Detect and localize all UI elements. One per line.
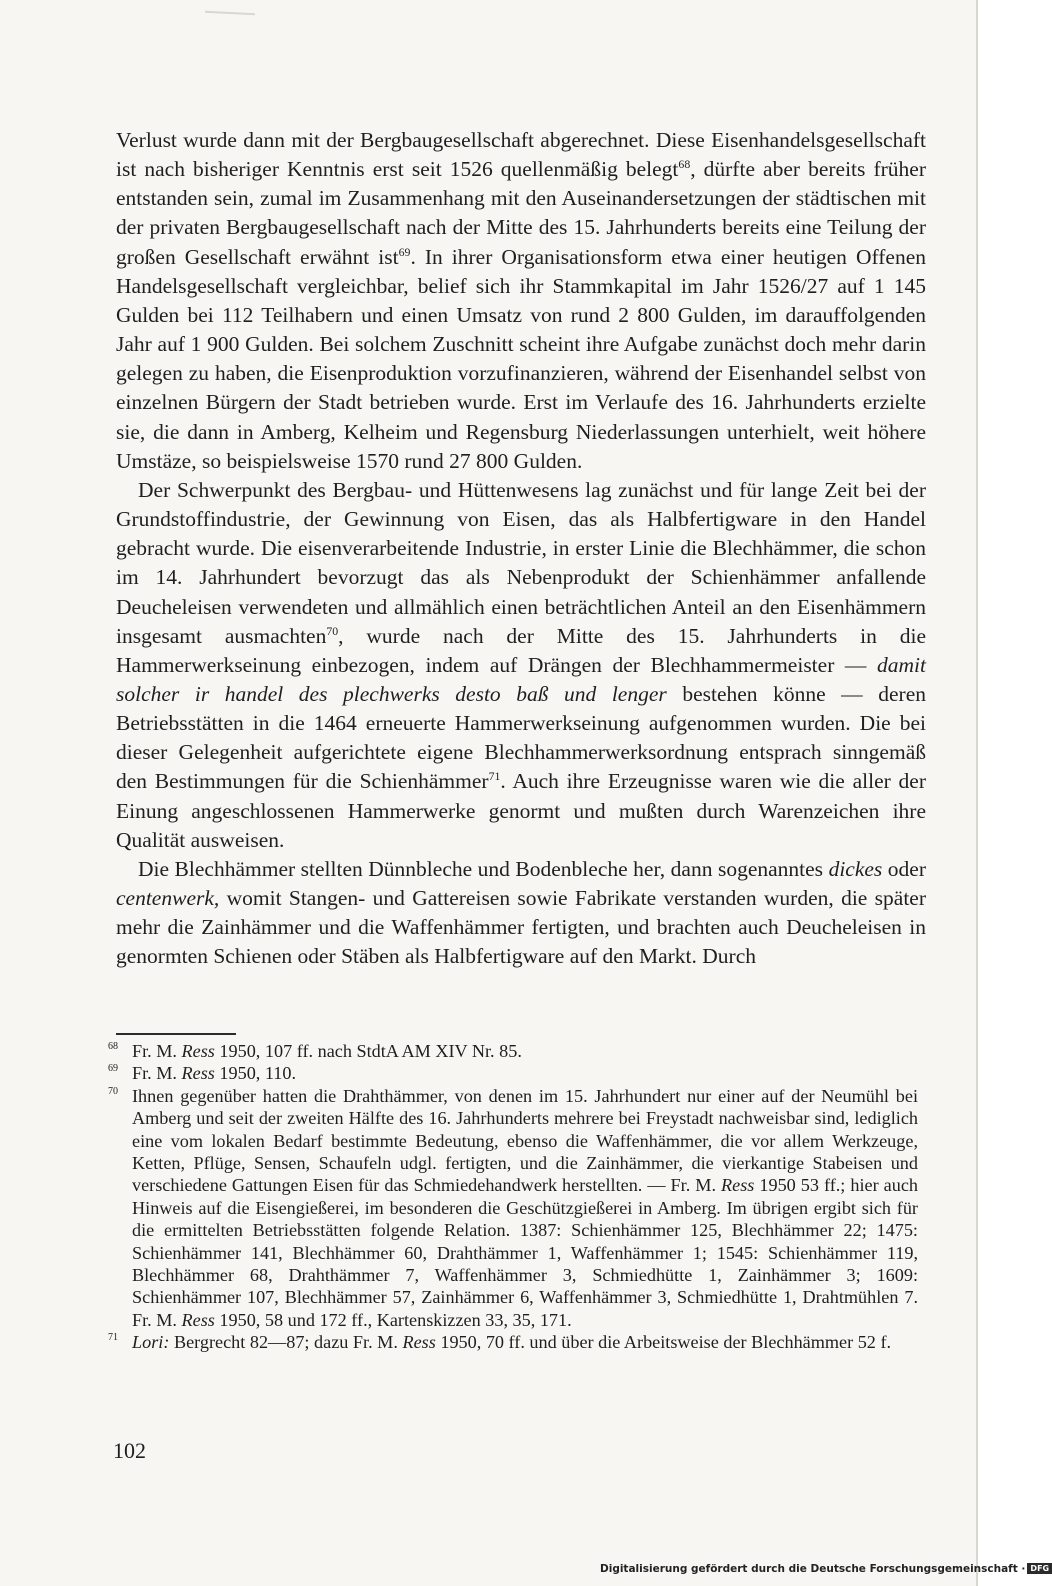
footnote-71: 71 Lori: Bergrecht 82—87; dazu Fr. M. Ress 1950, 70 ff. und über die Arbeitsweise der Blechhämmer 52 f. (108, 1331, 918, 1353)
footnote-separator (116, 1033, 236, 1035)
footnote-number: 68 (108, 1041, 118, 1052)
footnote-ref[interactable]: 69 (398, 244, 411, 259)
paragraph: Verlust wurde dann mit der Bergbaugesellschaft abgerechnet. Diese Eisenhandelsgesellschaft ist nach bisheriger Kenntnis erst seit 1526 quellenmäßig belegt$^{68}$, dürfte aber bereits früher entstanden sein, zumal im Zusammenhang mit den Auseinandersetzungen der städtischen mit der privaten Bergbaugesellschaft nach der Mitte des 15. Jahrhunderts bereits eine Teilung der großen Gesellschaft erwähnt ist$^{69}$. In ihrer Organisationsform etwa einer heutigen Offenen Handelsgesellschaft vergleichbar, belief sich ihr Stammkapital im Jahr 1526/27 auf 1 145 Gulden bei 112 Teilhabern und einen Umsatz von rund 2 800 Gulden, im darauffolgenden Jahr auf 1 900 Gulden. Bei solchem Zuschnitt scheint ihre Aufgabe zunächst doch mehr darin gelegen zu haben, die Eisenproduktion vorzufinanzieren, während der Eisenhandel selbst von einzelnen Bürgern der Stadt betrieben wurde. Erst im Verlaufe des 16. Jahrhunderts erzielte sie, die dann in Amberg, Kelheim und Regensburg Niederlassungen unterhielt, weit höhere Umstäze, so beispielsweise 1570 rund 27 800 Gulden. (116, 128, 926, 473)
footnote-number: 70 (108, 1085, 118, 1097)
paragraph: Der Schwerpunkt des Bergbau- und Hüttenwesens lag zunächst und für lange Zeit bei der Grundstoffindustrie, der Gewinnung von Eisen, das als Halbfertigware in den Handel gebracht wurde. Die eisenverarbeitende Industrie, in erster Linie die Blechhämmer, die schon im 14. Jahrhundert bevorzugt das als Nebenprodukt der Schienhämmer anfallende Deucheleisen verwendeten und allmählich einen beträchtlichen Anteil an den Eisenhämmern insgesamt ausmachten$^{70}$, wurde nach der Mitte des 15. Jahrhunderts in die Hammerwerkseinung einbezogen, indem auf Drängen der Blechhammermeister — damit solcher ir handel des plechwerks desto baß und lenger bestehen könne — deren Betriebsstätten in die 1464 erneuerte Hammerwerkseinung aufgenommen wurden. Die bei dieser Gelegenheit aufgerichtete eigene Blechhammerwerksordnung entsprach sinngemäß den Bestimmungen für die Schienhämmer$^{71}$. Auch ihre Erzeugnisse waren wie die aller der Einung angeschlossenen Hammerwerke genormt und mußten durch Warenzeichen ihre Qualität ausweisen. (116, 477, 926, 852)
term: centenwerk, (116, 886, 220, 911)
footnote-number: 71 (108, 1332, 118, 1344)
footnote-70: 70 Ihnen gegenüber hatten die Drahthämmer, von denen im 15. Jahrhundert nur einer auf der Neumühl bei Amberg und seit der zweiten Hälfte des 16. Jahrhunderts mehrere bei Freystadt nachweisbar sind, lediglich eine vom lokalen Bedarf bestimmte Bedeutung, ebenso die Waffenhämmer, die vor allem Werkzeuge, Ketten, Pflüge, Sensen, Schaufeln udgl. fertigten, und die Zainhämmer, die vierkantige Stabeisen und verschiedene Gattungen Eisen für das Schmiedehandwerk herstellten. — Fr. M. Ress 1950 53 ff.; hier auch Hinweis auf die Eisengießerei, im besonderen die Geschützgießerei in Amberg. Im übrigen ergibt sich für die ermittelten Betriebsstätten folgende Relation. 1387: Schienhämmer 125, Blechhämmer 22; 1475: Schienhämmer 141, Blechhämmer 60, Drahthämmer 1, Waffenhämmer 1; 1545: Schienhämmer 119, Blechhämmer 68, Drahthämmer 7, Waffenhämmer 3, Schmiedhütte 1, Zainhämmer 3; 1609: Schienhämmer 107, Blechhämmer 57, Zainhämmer 6, Waffenhämmer 3, Schmiedhütte 1, Drahtmühlen 7. Fr. M. Ress 1950, 58 und 172 ff., Kartenskizzen 33, 35, 171. (108, 1085, 918, 1331)
credit-text: Digitalisierung gefördert durch die Deutsche Forschungsgemeinschaft · (600, 1563, 1026, 1575)
footnote-ref[interactable]: 71 (488, 769, 501, 784)
footnote-number: 69 (108, 1063, 118, 1075)
footnote-69: 69 Fr. M. Ress 1950, 110. (108, 1062, 918, 1084)
quotation: damit solcher ir handel des plechwerks desto baß und lenger (116, 652, 926, 706)
body-text (116, 126, 926, 972)
footnote-68: 68 Fr. M. Ress 1950, 107 ff. nach StdtA AM XIV Nr. 85. (108, 1040, 918, 1062)
dfg-logo-icon: DFG (1027, 1563, 1052, 1574)
footnote-ref[interactable]: 68 (678, 157, 691, 171)
term: dickes (828, 856, 883, 881)
footnotes (108, 1040, 918, 1354)
page-number: 102 (113, 1438, 146, 1463)
footnote-ref[interactable]: 70 (326, 623, 339, 638)
page-edge (976, 0, 1002, 1586)
digitization-credit (600, 1563, 1052, 1575)
paragraph: Die Blechhämmer stellten Dünnbleche und Bodenbleche her, dann sogenanntes dickes oder centenwerk, womit Stangen- und Gattereisen sowie Fabrikate verstanden wurden, die später mehr die Zainhämmer und die Waffenhämmer fertigten, und brachten auch Deucheleisen in genormten Schienen oder Stäben als Halbfertigware auf den Markt. Durch (116, 856, 927, 969)
